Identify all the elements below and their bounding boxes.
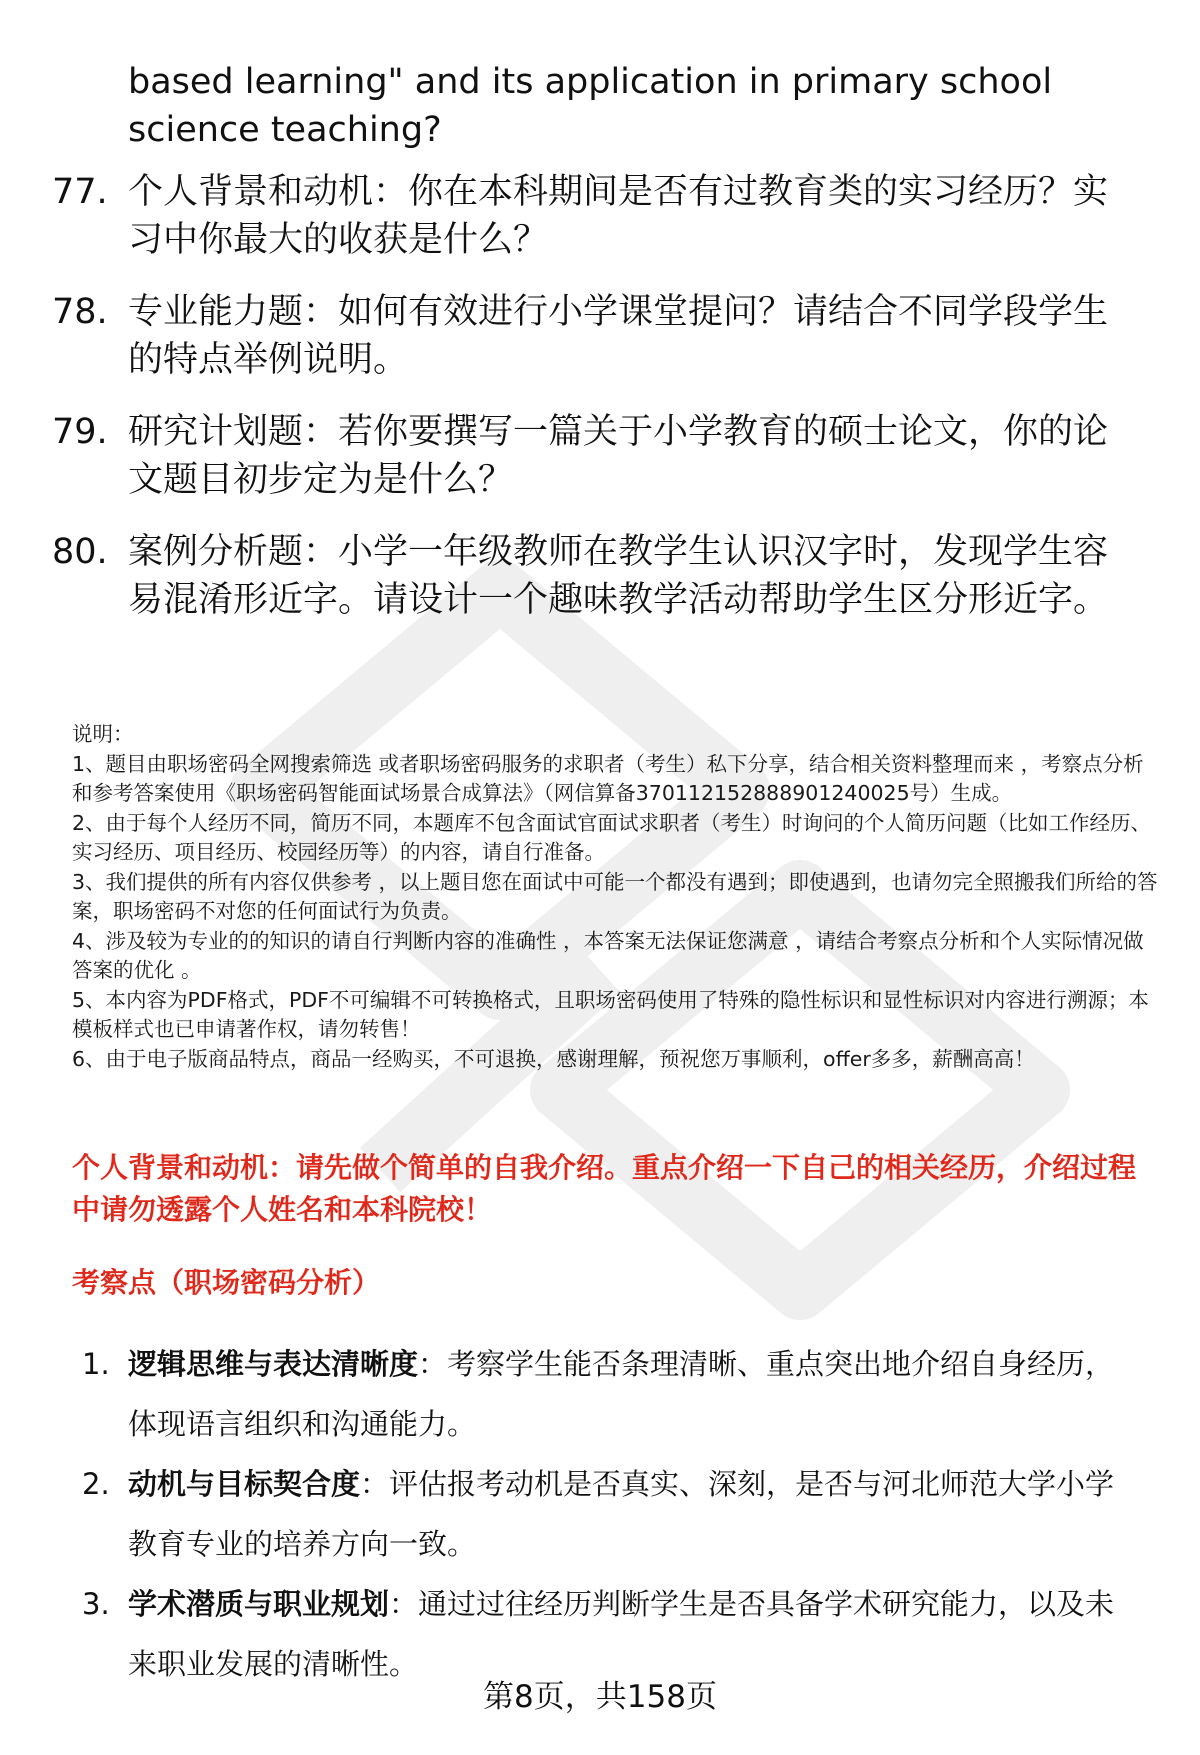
question-number: 77. [52,172,108,212]
analysis-heading: 考察点（职场密码分析） [72,1266,381,1299]
note-item: 2、由于每个人经历不同，简历不同，本题库不包含面试官面试求职者（考生）时询问的个人简历问题（比如工作经历、实习经历、项目经历、校园经历等）的内容，请自行准备。 [72,810,1152,864]
point-text: ：考察学生能否条理清晰、重点突出地介绍自身经历，体现语言组织和沟通能力。 [128,1347,1115,1441]
question-continuation: based learning" and its application in primary school science teaching? [128,62,1053,150]
analysis-point [82,1454,1142,1574]
note-item: 6、由于电子版商品特点，商品一经购买，不可退换，感谢理解，预祝您万事顺利，offer多多，薪酬高高！ [72,1046,1035,1071]
question-78 [52,288,1142,384]
question-number: 78. [52,292,108,332]
point-number: 3. [82,1587,110,1621]
note-item: 3、我们提供的所有内容仅供参考 ，以上题目您在面试中可能一个都没有遇到；即使遇到，也请勿完全照搬我们所给的答案，职场密码不对您的任何面试行为负责。 [72,869,1158,923]
point-keyword: 逻辑思维与表达清晰度 [128,1347,419,1381]
note-item: 4、涉及较为专业的的知识的请自行判断内容的准确性 ，本答案无法保证您满意 ，请结合考察点分析和个人实际情况做答案的优化 。 [72,928,1144,982]
question-79 [52,408,1142,504]
question-text: 专业能力题：如何有效进行小学课堂提问？请结合不同学段学生的特点举例说明。 [128,292,1109,380]
point-text: ：通过过往经历判断学生是否具备学术研究能力，以及未来职业发展的清晰性。 [128,1587,1115,1681]
question-text: 研究计划题：若你要撰写一篇关于小学教育的硕士论文，你的论文题目初步定为是什么？ [128,412,1109,500]
question-80 [52,528,1142,624]
question-text: 案例分析题：小学一年级教师在教学生认识汉字时，发现学生容易混淆形近字。请设计一个趣味教学活动帮助学生区分形近字。 [128,532,1109,620]
notes-title: 说明： [72,722,134,746]
analysis-point [82,1574,1142,1694]
point-number: 1. [82,1347,110,1381]
note-item: 1、题目由职场密码全网搜索筛选 或者职场密码服务的求职者（考生）私下分享，结合相关资料整理而来 ，考察点分析和参考答案使用《职场密码智能面试场景合成算法》（网信算备370112152888901240025号）生成。 [72,751,1144,805]
analysis-point [82,1334,1142,1454]
point-keyword: 动机与目标契合度 [128,1467,361,1501]
question-text: 个人背景和动机：你在本科期间是否有过教育类的实习经历？实习中你最大的收获是什么？ [128,172,1109,260]
notes-section [72,720,1162,1074]
point-number: 2. [82,1467,110,1501]
page-footer: 第8页，共158页 [483,1679,717,1715]
question-number: 79. [52,412,108,452]
featured-question-heading: 个人背景和动机：请先做个简单的自我介绍。重点介绍一下自己的相关经历，介绍过程中请勿透露个人姓名和本科院校！ [72,1151,1137,1226]
question-77 [52,168,1142,264]
question-number: 80. [52,532,108,572]
note-item: 5、本内容为PDF格式，PDF不可编辑不可转换格式，且职场密码使用了特殊的隐性标识和显性标识对内容进行溯源；本模板样式也已申请著作权，请勿转售！ [72,987,1149,1041]
point-text: ：评估报考动机是否真实、深刻，是否与河北师范大学小学教育专业的培养方向一致。 [128,1467,1115,1561]
point-keyword: 学术潜质与职业规划 [128,1587,390,1621]
